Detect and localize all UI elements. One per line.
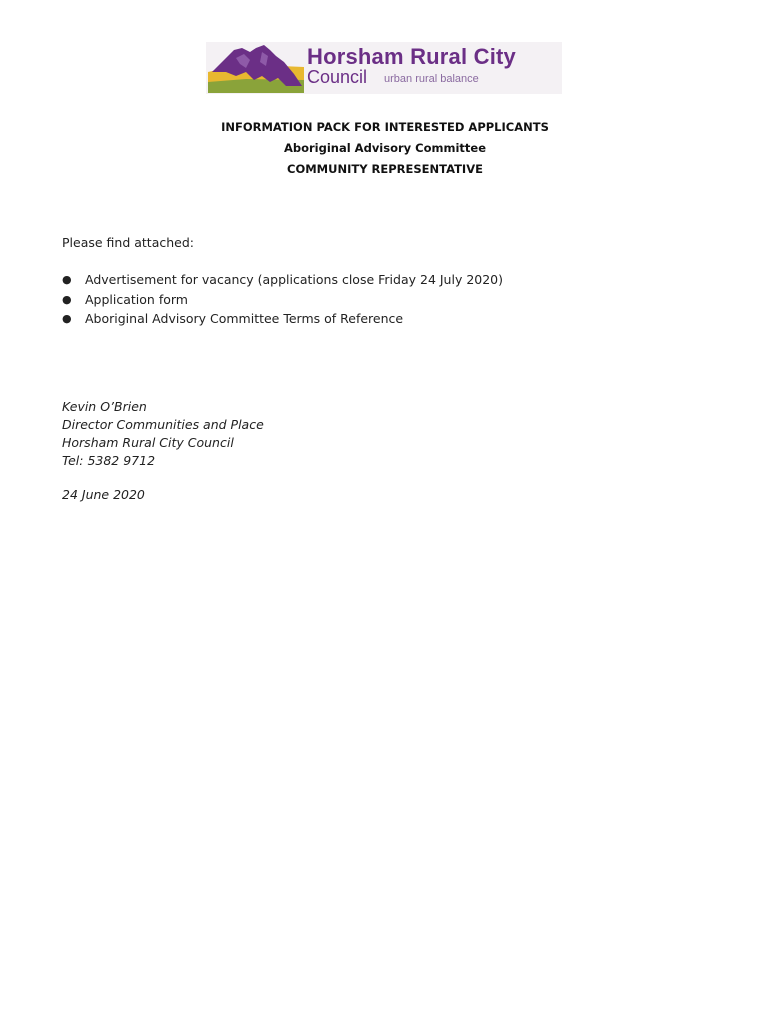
attachment-label: Aboriginal Advisory Committee Terms of Reference <box>85 311 404 326</box>
attachment-label: Application form <box>85 291 188 307</box>
heading-line-3: COMMUNITY REPRESENTATIVE <box>287 162 483 176</box>
heading-line-1: INFORMATION PACK FOR INTERESTED APPLICANTS <box>221 120 549 134</box>
signature-phone: Tel: 5382 9712 <box>62 453 156 468</box>
logo-council-name: Horsham Rural City <box>307 44 516 69</box>
document-date: 24 June 2020 <box>62 487 145 502</box>
bullet-icon: ● <box>62 312 72 325</box>
bullet-icon: ● <box>62 273 72 286</box>
logo-council-word: Council <box>307 67 368 87</box>
signature-block <box>62 398 264 470</box>
list-item <box>62 309 503 329</box>
heading-line-2: Aboriginal Advisory Committee <box>283 141 487 155</box>
list-item <box>62 290 503 310</box>
document-heading <box>0 117 770 180</box>
logo-tagline: urban rural balance <box>384 73 479 85</box>
signature-organisation: Horsham Rural City Council <box>62 435 234 450</box>
council-logo <box>206 42 562 94</box>
attachment-list <box>62 270 503 329</box>
bullet-icon: ● <box>62 292 72 306</box>
signature-title: Director Communities and Place <box>62 417 264 432</box>
attachment-label: Advertisement for vacancy (applications close Friday 24 July 2020) <box>85 272 504 287</box>
signature-name: Kevin O’Brien <box>62 399 147 414</box>
list-item <box>62 270 503 290</box>
intro-text: Please find attached: <box>62 235 194 250</box>
